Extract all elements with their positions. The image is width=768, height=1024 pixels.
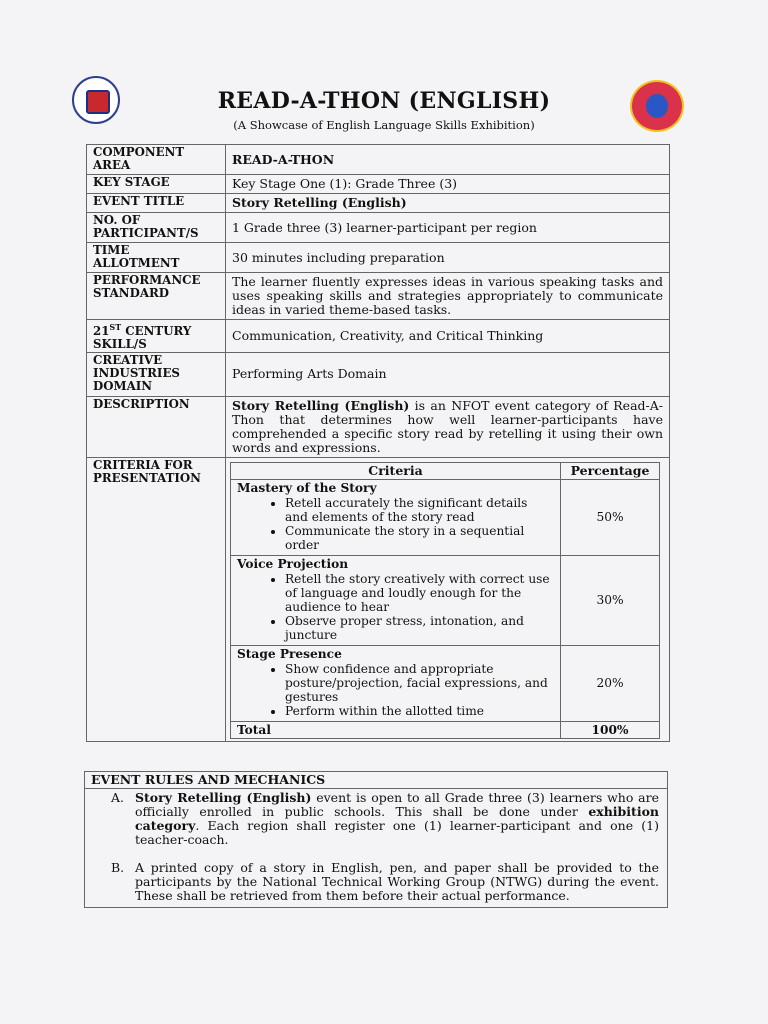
criteria-table [230, 462, 660, 739]
description-text: is an NFOT event category of Read-A-Thon that determines how well learner-participants have comprehended a specific story read by retelling it using their own words and expressions. [232, 397, 664, 455]
table-row [231, 721, 660, 738]
century-skills-label [87, 320, 226, 353]
creative-industries-label: CREATIVE INDUSTRIES DOMAIN [87, 352, 226, 396]
description-label: DESCRIPTION [87, 396, 226, 457]
rule-a-text-1: event is open to all Grade three (3) learners who are officially enrolled in public schools. This shall be done under [135, 790, 660, 819]
component-area-value: READ-A-THON [226, 145, 670, 175]
percentage-column-header: Percentage [561, 462, 660, 479]
list-item: • Show confidence and appropriate posture/projection, facial expressions, and gestures [285, 662, 554, 704]
criteria-cell [226, 457, 670, 741]
criteria-label: CRITERIA FOR PRESENTATION [87, 457, 226, 741]
description-value [226, 396, 670, 457]
criterion-bullets [237, 662, 554, 718]
table-row [231, 479, 660, 555]
list-item: • Perform within the allotted time [285, 704, 554, 718]
total-label: Total [231, 721, 561, 738]
century-skills-label-number: 21 [93, 323, 110, 338]
list-item: • Retell accurately the significant details and elements of the story read [285, 496, 554, 524]
century-skills-label-suffix: ST [109, 322, 122, 332]
rule-b-text: A printed copy of a story in English, pen, and paper shall be provided to the participants by the National Technical Working Group (NTWG) during the event. These shall be retrieved from them before their actual performance. [135, 860, 659, 903]
criterion-cell [231, 645, 561, 721]
rule-a-text-2: . Each region shall register one (1) learner-participant and one (1) teacher-coach. [135, 818, 659, 847]
rule-a [85, 791, 667, 847]
criterion-title: Stage Presence [237, 646, 342, 661]
criterion-title: Mastery of the Story [237, 480, 377, 495]
criterion-cell [231, 479, 561, 555]
criterion-percent: 50% [561, 479, 660, 555]
participants-value: 1 Grade three (3) learner-participant per region [226, 213, 670, 243]
criteria-column-header: Criteria [231, 462, 561, 479]
participants-label: NO. OF PARTICIPANT/S [87, 213, 226, 243]
key-stage-label: KEY STAGE [87, 175, 226, 194]
criterion-bullets [237, 572, 554, 642]
rule-a-letter: A. [111, 790, 125, 805]
list-item: • Retell the story creatively with correct use of language and loudly enough for the audience to hear [285, 572, 554, 614]
time-allotment-value: 30 minutes including preparation [226, 243, 670, 273]
key-stage-value: Key Stage One (1): Grade Three (3) [226, 175, 670, 194]
event-title-label: EVENT TITLE [87, 194, 226, 213]
page-title: READ-A-THON (ENGLISH) [217, 88, 551, 114]
table-row [231, 645, 660, 721]
performance-standard-label: PERFORMANCE STANDARD [87, 273, 226, 320]
rule-a-category: exhibition category [135, 804, 659, 833]
event-info-table [86, 144, 670, 742]
criterion-percent: 30% [561, 555, 660, 645]
component-area-label: COMPONENT AREA [87, 145, 226, 175]
rule-a-event-name: Story Retelling (English) [135, 790, 312, 805]
table-row [231, 555, 660, 645]
rules-table [84, 771, 668, 908]
total-value: 100% [561, 721, 660, 738]
criterion-cell [231, 555, 561, 645]
time-allotment-label: TIME ALLOTMENT [87, 243, 226, 273]
century-skills-value: Communication, Creativity, and Critical Thinking [226, 320, 670, 353]
century-skills-label-text: CENTURY SKILL/S [93, 323, 192, 351]
rule-b [85, 861, 667, 903]
list-item: • Communicate the story in a sequential order [285, 524, 554, 552]
rules-body [85, 789, 668, 908]
description-event-name: Story Retelling (English) [232, 397, 410, 413]
rules-heading: EVENT RULES AND MECHANICS [85, 772, 668, 789]
event-title-value: Story Retelling (English) [226, 194, 670, 213]
performance-standard-value: The learner fluently expresses ideas in various speaking tasks and uses speaking skills and strategies appropriately to communicate ideas in varied theme-based tasks. [226, 273, 670, 320]
page-subtitle: (A Showcase of English Language Skills Exhibition) [233, 118, 535, 132]
list-item: • Observe proper stress, intonation, and juncture [285, 614, 554, 642]
creative-industries-value: Performing Arts Domain [226, 352, 670, 396]
criterion-title: Voice Projection [237, 556, 349, 571]
rule-b-letter: B. [111, 860, 125, 875]
criterion-percent: 20% [561, 645, 660, 721]
criterion-bullets [237, 496, 554, 552]
rule-a-text [135, 791, 659, 847]
